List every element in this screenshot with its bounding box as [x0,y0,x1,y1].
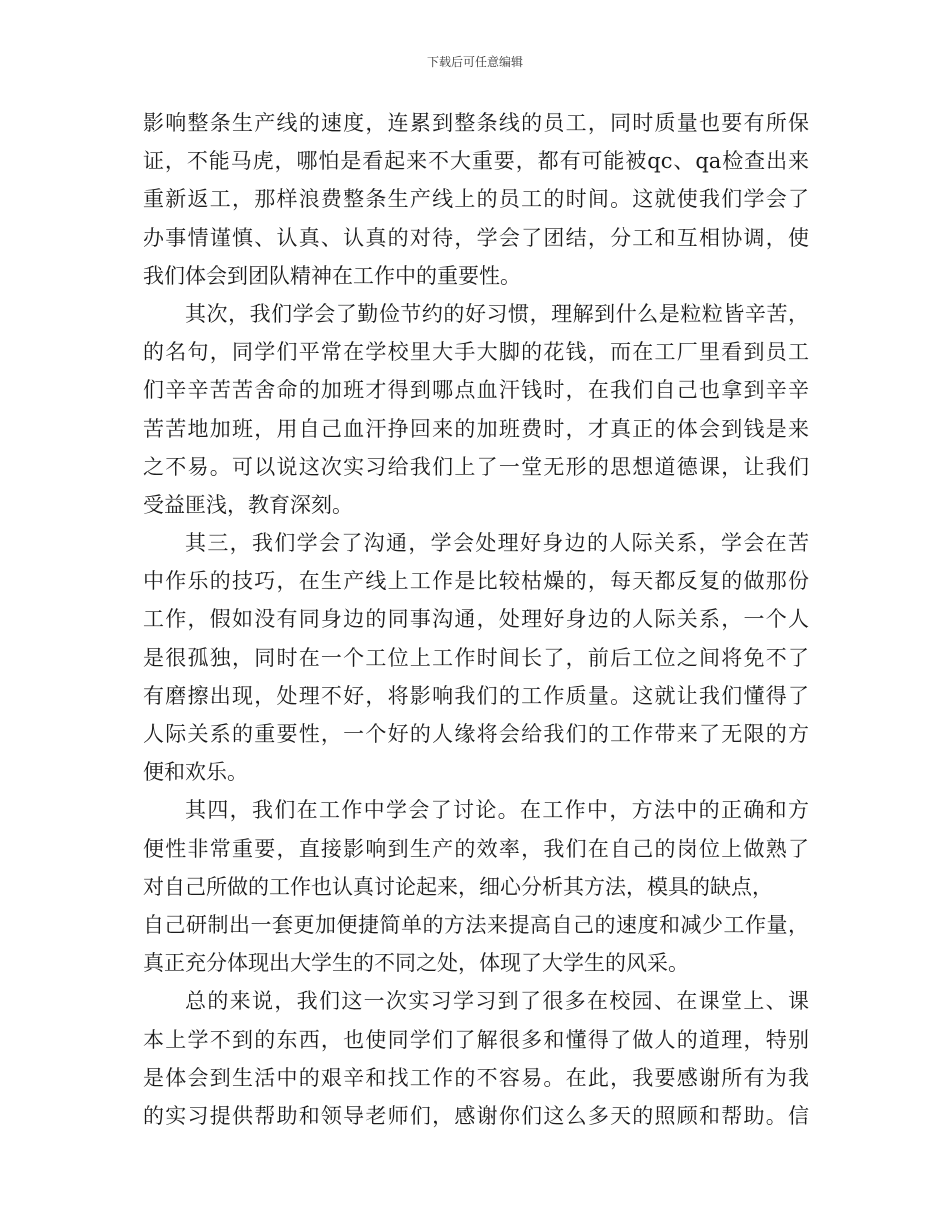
text-line: 的名句，同学们平常在学校里大手大脚的花钱，而在工厂里看到员工 [143,340,809,365]
text-line: 对自己所做的工作也认真讨论起来，细心分析其方法，模具的缺点， [143,874,773,899]
text-line: 中作乐的技巧，在生产线上工作是比较枯燥的，每天都反复的做那份 [143,569,809,594]
text-line: 的实习提供帮助和领导老师们，感谢你们这么多天的照顾和帮助。信 [143,1103,809,1128]
text-line: 办事情谨慎、认真、认真的对待，学会了团结，分工和互相协调，使 [143,225,809,250]
text-line: 是很孤独，同时在一个工位上工作时间长了，前后工位之间将免不了 [143,645,809,670]
text-line: 便性非常重要，直接影响到生产的效率，我们在自己的岗位上做熟了 [143,836,809,861]
text-line: 我们体会到团队精神在工作中的重要性。 [143,263,521,288]
page-header-note: 下载后可任意编辑 [426,55,523,69]
document-body [143,104,809,1135]
text-line: 本上学不到的东西，也使同学们了解很多和懂得了做人的道理，特别 [143,1027,809,1052]
text-line: 自己研制出一套更加便捷简单的方法来提高自己的速度和减少工作量， [143,912,809,937]
text-line: 苦苦地加班，用自己血汗挣回来的加班费时，才真正的体会到钱是来 [143,416,809,441]
text-line: 受益匪浅，教育深刻。 [143,492,353,517]
text-line: 其三，我们学会了沟通，学会处理好身边的人际关系，学会在苦 [185,531,809,556]
text-line: 真正充分体现出大学生的不同之处，体现了大学生的风采。 [143,951,689,976]
text-line: 之不易。可以说这次实习给我们上了一堂无形的思想道德课，让我们 [143,454,809,479]
text-line: 工作，假如没有同身边的同事沟通，处理好身边的人际关系，一个人 [143,607,809,632]
text-line: 便和欢乐。 [143,760,248,785]
text-line: 总的来说，我们这一次实习学习到了很多在校园、在课堂上、课 [185,989,809,1014]
text-line: 其次，我们学会了勤俭节约的好习惯，理解到什么是粒粒皆辛苦， [185,301,809,326]
text-line: 人际关系的重要性，一个好的人缘将会给我们的工作带来了无限的方 [143,722,809,746]
text-line: 影响整条生产线的速度，连累到整条线的员工，同时质量也要有所保 [143,111,809,135]
text-line: 其四，我们在工作中学会了讨论。在工作中，方法中的正确和方 [185,798,809,823]
text-line: 重新返工，那样浪费整条生产线上的员工的时间。这就使我们学会了 [143,187,809,212]
text-line: 是体会到生活中的艰辛和找工作的不容易。在此，我要感谢所有为我 [143,1065,809,1090]
text-line: 证，不能马虎，哪怕是看起来不大重要，都有可能被qc、qa检查出来 [143,149,809,174]
text-line: 们辛辛苦苦舍命的加班才得到哪点血汗钱时，在我们自己也拿到辛辛 [143,378,809,403]
text-line: 有磨擦出现，处理不好，将影响我们的工作质量。这就让我们懂得了 [143,683,809,708]
